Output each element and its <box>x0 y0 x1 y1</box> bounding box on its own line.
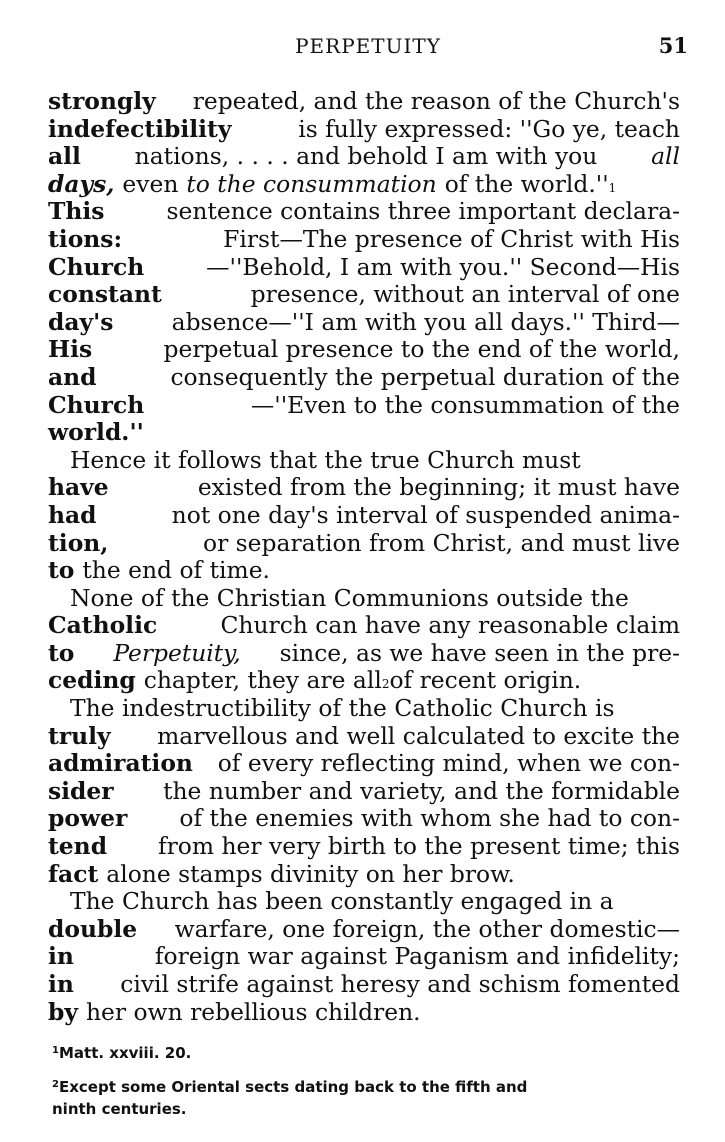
text-line <box>48 888 680 916</box>
text-run: her own rebellious children. <box>85 997 421 1026</box>
running-title: PERPETUITY <box>295 34 441 58</box>
text-line <box>48 254 680 282</box>
text-line <box>48 364 680 392</box>
text-run: ceding <box>48 666 136 695</box>
text-line <box>48 943 680 971</box>
text-run: presence, without an interval of one <box>250 280 680 309</box>
text-run: constant <box>48 280 162 309</box>
text-run: Hence it follows that the true Church must <box>70 445 581 474</box>
text-line <box>48 695 680 723</box>
text-run: repeated, and the reason of the Church's <box>192 87 680 115</box>
footnote-line <box>48 1040 680 1064</box>
text-line <box>48 336 680 364</box>
text-run: days, <box>48 169 115 198</box>
footnote-text: ninth centuries. <box>52 1100 187 1118</box>
text-run: sentence contains three important declara- <box>166 197 680 226</box>
body-text <box>48 88 680 1026</box>
text-run: tions: <box>48 224 123 253</box>
footnote-line <box>48 1074 680 1098</box>
text-run: of recent origin. <box>389 666 582 695</box>
text-line <box>48 198 680 226</box>
text-run: not one day's interval of suspended anima- <box>171 500 680 529</box>
text-run: nations, . . . . and behold I am with you <box>134 142 598 171</box>
text-line <box>48 116 680 144</box>
text-line: ceding chapter, they are all 2 of recent origin. <box>48 666 582 695</box>
text-line <box>48 750 680 778</box>
text-line <box>48 392 680 420</box>
text-run: day's <box>48 307 114 336</box>
footnote-line <box>48 1098 680 1120</box>
text-line <box>48 805 680 833</box>
text-line <box>48 226 680 254</box>
text-run: by <box>48 997 78 1026</box>
text-run: tion, <box>48 528 109 557</box>
text-run: and <box>48 362 97 391</box>
text-run: warfare, one foreign, the other domestic— <box>174 914 680 943</box>
footnote-marker: 2 <box>52 1079 59 1090</box>
text-run: to <box>48 556 75 585</box>
text-run: since, as we have seen in the pre- <box>279 638 680 667</box>
text-line <box>48 557 680 585</box>
text-run: marvellous and well calculated to excite the <box>157 721 680 750</box>
footnote-marker: 1 <box>52 1045 59 1056</box>
text-run: sider <box>48 776 114 805</box>
text-run: double <box>48 914 138 943</box>
text-line <box>48 778 680 806</box>
text-line <box>48 971 680 999</box>
text-run: consequently the perpetual duration of the <box>170 362 680 391</box>
text-line <box>48 88 680 116</box>
text-run: Catholic <box>48 611 158 640</box>
running-head <box>48 32 688 60</box>
text-run: have <box>48 473 109 502</box>
text-run: even <box>122 169 179 198</box>
text-run: None of the Christian Communions outside the <box>70 583 629 612</box>
text-run: Church <box>48 390 145 419</box>
text-run: The indestructibility of the Catholic Church is <box>70 694 615 723</box>
text-line <box>48 612 680 640</box>
text-run: civil strife against heresy and schism fomented <box>120 970 680 998</box>
text-run: The Church has been constantly engaged in a <box>70 887 614 916</box>
text-run: Church <box>48 252 145 281</box>
text-run: foreign war against Paganism and infidelity; <box>154 942 680 971</box>
text-run: of the enemies with whom she had to con- <box>179 804 680 833</box>
text-line <box>48 143 680 171</box>
text-line <box>48 723 680 751</box>
text-run: admiration <box>48 749 193 778</box>
text-line <box>48 861 680 889</box>
text-run: power <box>48 804 128 833</box>
text-line <box>48 999 680 1027</box>
text-run: Perpetuity, <box>113 638 241 667</box>
text-run: of every reflecting mind, when we con- <box>217 749 680 778</box>
text-run: existed from the beginning; it must have <box>197 473 680 502</box>
text-run: perpetual presence to the end of the world, <box>163 335 680 364</box>
footnote-gap <box>48 1064 680 1074</box>
footnotes <box>48 1040 680 1120</box>
text-line <box>48 309 680 337</box>
text-line <box>48 916 680 944</box>
text-line <box>48 447 680 475</box>
text-run: to the consummation <box>186 169 437 198</box>
footnote-text: Except some Oriental sects dating back to the fifth and <box>58 1078 528 1096</box>
text-run: the number and variety, and the formidable <box>163 776 680 805</box>
footnote-text: Matt. xxviii. 20. <box>58 1044 192 1062</box>
text-run: His <box>48 335 93 364</box>
text-line <box>48 585 680 613</box>
text-run: in <box>48 942 74 971</box>
text-run: of the world.'' <box>444 169 609 198</box>
text-run: —''Even to the consummation of the <box>250 390 680 419</box>
text-line <box>48 530 680 558</box>
text-run: is fully expressed: ''Go ye, teach <box>298 114 680 143</box>
text-line: days, even to the consummation of the world.'' 1 <box>48 169 617 198</box>
page-number: 51 <box>658 33 688 58</box>
text-run: Church can have any reasonable claim <box>220 611 680 640</box>
text-run: fact <box>48 859 99 888</box>
text-run: chapter, they are all <box>143 666 382 695</box>
text-line <box>48 833 680 861</box>
text-run: from her very birth to the present time; this <box>157 832 680 861</box>
text-line <box>48 281 680 309</box>
text-line <box>48 502 680 530</box>
text-run: the end of time. <box>82 556 270 585</box>
text-run: tend <box>48 832 108 861</box>
text-line <box>48 474 680 502</box>
text-run: all <box>48 142 81 171</box>
text-run: First—The presence of Christ with His <box>223 224 680 253</box>
text-line <box>48 419 680 447</box>
text-run: in <box>48 970 74 998</box>
text-run: —''Behold, I am with you.'' Second—His <box>206 252 680 281</box>
text-run: This <box>48 197 105 226</box>
text-run: all <box>651 142 680 171</box>
text-run: world.'' <box>48 418 144 447</box>
text-run: had <box>48 500 97 529</box>
text-run: alone stamps divinity on her brow. <box>106 859 515 888</box>
text-line <box>48 640 680 668</box>
text-run: truly <box>48 721 111 750</box>
text-run: strongly <box>48 87 156 115</box>
text-run: to <box>48 638 75 667</box>
text-run: indefectibility <box>48 114 232 143</box>
text-run: or separation from Christ, and must live <box>202 528 680 557</box>
text-run: absence—''I am with you all days.'' Third— <box>171 307 680 336</box>
